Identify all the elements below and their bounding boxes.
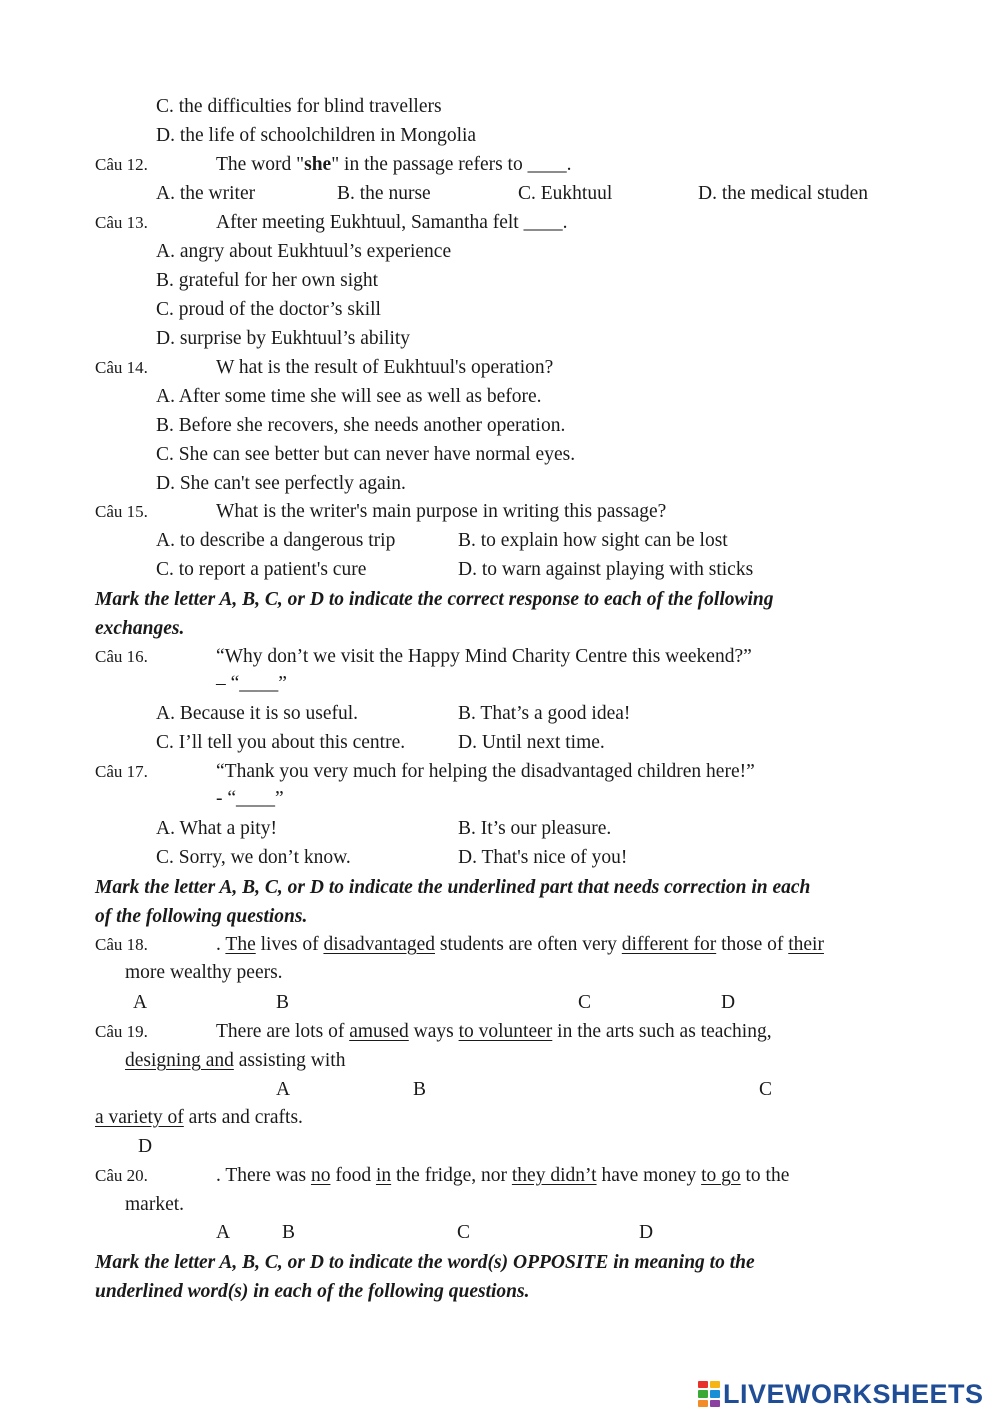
q12-option-a: A. the writer	[156, 183, 256, 204]
q11-option-c: C. the difficulties for blind travellers	[156, 96, 442, 117]
logo-square	[698, 1400, 708, 1407]
q12-stem-post: " in the passage refers to ____.	[331, 154, 572, 175]
instruction-opposite-line1: Mark the letter A, B, C, or D to indicate the word(s) OPPOSITE in meaning to the	[95, 1252, 755, 1273]
q20-sentence	[216, 1164, 789, 1188]
q14-option-b: B. Before she recovers, she needs another operation.	[156, 415, 566, 436]
q16-option-a: A. Because it is so useful.	[156, 703, 359, 724]
q12-option-c: C. Eukhtuul	[518, 183, 613, 204]
q13-option-d: D. surprise by Eukhtuul’s ability	[156, 328, 411, 349]
q17-option-b: B. It’s our pleasure.	[458, 818, 612, 839]
q16-number: Câu 16.	[95, 647, 148, 666]
instruction-opposite-line2: underlined word(s) in each of the following questions.	[95, 1281, 530, 1302]
q19-text: ways	[408, 1021, 459, 1042]
q18-underlined-a: The	[225, 934, 256, 955]
q15-stem: What is the writer's main purpose in writing this passage?	[216, 501, 667, 522]
logo-square	[710, 1400, 720, 1407]
instruction-responses-line1: Mark the letter A, B, C, or D to indicate the correct response to each of the following	[95, 589, 774, 610]
q15-option-b: B. to explain how sight can be lost	[458, 530, 728, 551]
q20-label-c: C	[457, 1222, 471, 1243]
q18-label-b: B	[276, 992, 290, 1013]
q19-underlined-b: to volunteer	[458, 1021, 553, 1042]
q19-label-c: C	[759, 1079, 773, 1100]
logo-square	[710, 1390, 720, 1397]
q16-option-c: C. I’ll tell you about this centre.	[156, 732, 406, 753]
q18-text: those of	[716, 934, 789, 955]
q15-option-c: C. to report a patient's cure	[156, 559, 367, 580]
q16-stem: “Why don’t we visit the Happy Mind Charity Centre this weekend?”	[216, 646, 752, 667]
q20-underlined-b: in	[375, 1165, 392, 1186]
q19-text: assisting with	[233, 1050, 346, 1071]
instruction-responses-line2: exchanges.	[95, 618, 185, 639]
q20-underlined-c: they didn’t	[511, 1165, 597, 1186]
q18-text: lives of	[255, 934, 324, 955]
q15-option-a: A. to describe a dangerous trip	[156, 530, 396, 551]
q19-underlined-c: designing and	[125, 1050, 234, 1071]
q16-reply-blank: – “____”	[216, 673, 287, 694]
q20-underlined-a: no	[310, 1165, 331, 1186]
q19-number: Câu 19.	[95, 1022, 148, 1041]
q20-sentence-line2: market.	[125, 1194, 185, 1215]
q14-number: Câu 14.	[95, 358, 148, 377]
q12-stem	[216, 153, 571, 177]
q18-text: students are often very	[434, 934, 622, 955]
q16-option-b: B. That’s a good idea!	[458, 703, 631, 724]
q19-text: There are lots of	[216, 1021, 350, 1042]
q20-text: food	[330, 1165, 376, 1186]
q15-option-d: D. to warn against playing with sticks	[458, 559, 754, 580]
q20-text: to the	[740, 1165, 790, 1186]
q19-label-d: D	[138, 1136, 153, 1157]
q13-option-b: B. grateful for her own sight	[156, 270, 379, 291]
instruction-correction-line2: of the following questions.	[95, 906, 308, 927]
q12-stem-pre: The word "	[216, 154, 305, 175]
logo-square	[698, 1390, 708, 1397]
q13-option-a: A. angry about Eukhtuul’s experience	[156, 241, 452, 262]
q18-label-a: A	[133, 992, 148, 1013]
q17-option-d: D. That's nice of you!	[458, 847, 628, 868]
q18-text: .	[216, 934, 226, 955]
q15-number: Câu 15.	[95, 502, 148, 521]
q13-number: Câu 13.	[95, 213, 148, 232]
q19-label-b: B	[413, 1079, 427, 1100]
q18-sentence-line2: more wealthy peers.	[125, 962, 283, 983]
q18-underlined-b: disadvantaged	[323, 934, 435, 955]
q19-text: in the arts such as teaching,	[552, 1021, 772, 1042]
q14-option-c: C. She can see better but can never have normal eyes.	[156, 444, 576, 465]
q17-reply-blank: - “____”	[216, 788, 284, 809]
q19-sentence	[216, 1020, 772, 1044]
q20-number: Câu 20.	[95, 1166, 148, 1185]
q20-text: have money	[596, 1165, 702, 1186]
q19-underlined-d: a variety of	[95, 1107, 184, 1128]
instruction-correction-line1: Mark the letter A, B, C, or D to indicate the underlined part that needs correction in each	[95, 877, 811, 898]
liveworksheets-logo	[698, 1378, 984, 1410]
q13-stem: After meeting Eukhtuul, Samantha felt ____.	[216, 212, 568, 233]
q19-sentence-line2	[125, 1049, 345, 1073]
q20-text: the fridge, nor	[391, 1165, 512, 1186]
q20-underlined-d: to go	[701, 1165, 741, 1186]
q12-option-d: D. the medical studen	[698, 183, 869, 204]
q12-stem-bold: she	[304, 154, 332, 175]
logo-square	[698, 1381, 708, 1388]
logo-square	[710, 1381, 720, 1388]
q20-label-d: D	[639, 1222, 654, 1243]
q20-text: . There was	[216, 1165, 311, 1186]
q14-option-a: A. After some time she will see as well as before.	[156, 386, 542, 407]
q18-label-d: D	[721, 992, 736, 1013]
q13-option-c: C. proud of the doctor’s skill	[156, 299, 381, 320]
q11-option-d: D. the life of schoolchildren in Mongolia	[156, 125, 477, 146]
q14-stem: W hat is the result of Eukhtuul's operation?	[216, 357, 554, 378]
logo-text: LIVEWORKSHEETS	[723, 1378, 984, 1409]
q20-label-b: B	[282, 1222, 296, 1243]
q14-option-d: D. She can't see perfectly again.	[156, 473, 406, 494]
q19-label-a: A	[276, 1079, 291, 1100]
q19-underlined-a: amused	[349, 1021, 409, 1042]
q17-number: Câu 17.	[95, 762, 148, 781]
q18-underlined-d: their	[788, 934, 824, 955]
q17-option-c: C. Sorry, we don’t know.	[156, 847, 351, 868]
q17-option-a: A. What a pity!	[156, 818, 277, 839]
q19-sentence-line3	[95, 1106, 303, 1130]
q12-number: Câu 12.	[95, 155, 148, 174]
q12-option-b: B. the nurse	[337, 183, 431, 204]
q18-sentence	[216, 933, 824, 957]
q19-text: arts and crafts.	[183, 1107, 303, 1128]
q20-label-a: A	[216, 1222, 231, 1243]
q16-option-d: D. Until next time.	[458, 732, 605, 753]
q17-stem: “Thank you very much for helping the disadvantaged children here!”	[216, 761, 755, 782]
logo-squares-icon	[698, 1381, 720, 1407]
q18-number: Câu 18.	[95, 935, 148, 954]
q18-label-c: C	[578, 992, 592, 1013]
q18-underlined-c: different for	[621, 934, 717, 955]
